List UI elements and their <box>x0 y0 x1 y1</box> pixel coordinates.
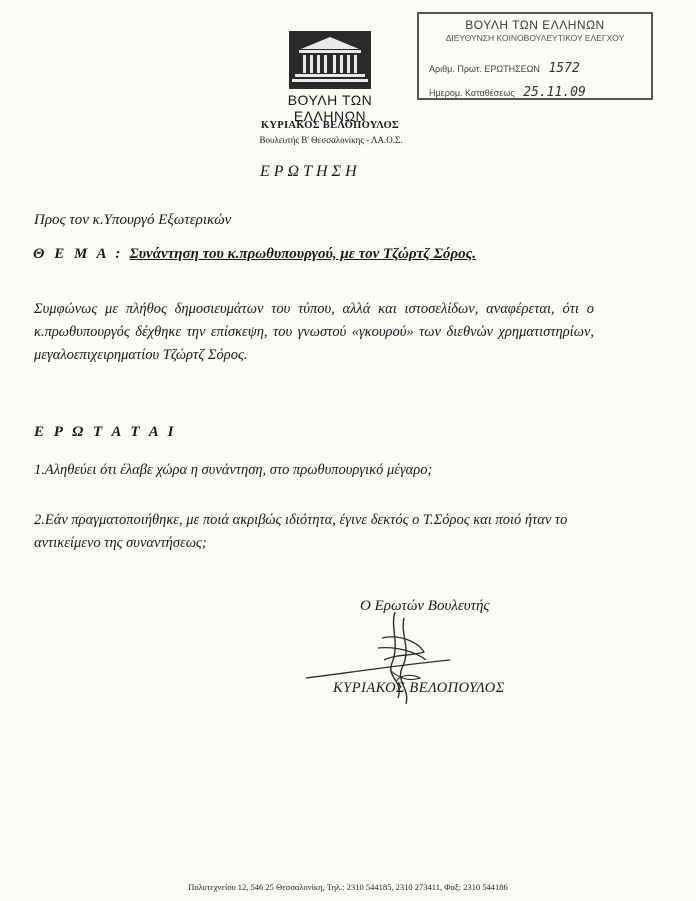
stamp-protocol-value: 1572 <box>548 61 580 76</box>
question-1: 1.Αληθεύει ότι έλαβε χώρα η συνάντηση, στο πρωθυπουργικό μέγαρο; <box>34 462 433 478</box>
stamp-protocol-label: Αριθμ. Πρωτ. ΕΡΩΤΗΣΕΩΝ <box>429 64 540 74</box>
parliament-building-icon <box>289 31 371 89</box>
stamp-date-label: Ημερομ. Καταθέσεως <box>429 88 515 98</box>
document-type: ΕΡΩΤΗΣΗ <box>260 163 361 180</box>
subject-text: Συνάντηση του κ.πρωθυπουργού, με τον Τζώρτζ Σόρος. <box>129 246 477 262</box>
stamp-date-value: 25.11.09 <box>523 85 586 100</box>
stamp-protocol-row <box>429 61 580 76</box>
mp-role: Βουλευτής Β' Θεσσαλονίκης - ΛΑ.Ο.Σ. <box>259 135 403 145</box>
subject-label: Θ Ε Μ Α : <box>33 246 124 262</box>
mp-name: ΚΥΡΙΑΚΟΣ ΒΕΛΟΠΟΥΛΟΣ <box>260 120 400 131</box>
subject-line <box>33 246 476 263</box>
footer-address: Πολυτεχνείου 12, 546 25 Θεσσαλονίκη, Τηλ.: 2310 544185, 2310 273411, Φαξ: 2310 544186 <box>188 882 508 892</box>
closing-line: Ο Ερωτών Βουλευτής <box>360 598 490 614</box>
signer-name: ΚΥΡΙΑΚΟΣ ΒΕΛΟΠΟΥΛΟΣ <box>333 680 505 696</box>
organization-name: ΒΟΥΛΗ ΤΩΝ ΕΛΛΗΝΩΝ <box>287 92 373 124</box>
stamp-date-row <box>429 85 586 100</box>
body-paragraph: Συμφώνως με πλήθος δημοσιευμάτων του τύπου, αλλά και ιστοσελίδων, αναφέρεται, ότι ο κ.πρωθυπουργός δέχθηκε την επίσκεψη, του γνωστού «γκουρού» των διεθνών χρηματιστηρίων, μεγαλοεπιχειρηματίου Τζώρτζ Σόρος. <box>34 301 594 363</box>
questions-heading: Ε Ρ Ω Τ Α Τ Α Ι <box>34 424 177 440</box>
stamp-subtitle: ΔΙΕΥΘΥΝΣΗ ΚΟΙΝΟΒΟΥΛΕΥΤΙΚΟΥ ΕΛΕΓΧΟΥ <box>445 33 625 43</box>
filing-stamp <box>417 12 653 100</box>
stamp-title: ΒΟΥΛΗ ΤΩΝ ΕΛΛΗΝΩΝ <box>465 18 605 32</box>
question-2: 2.Εάν πραγματοποιήθηκε, με ποιά ακριβώς ιδιότητα, έγινε δεκτός ο Τ.Σόρος και ποιό ήταν το αντικείμενο της συναντήσεως; <box>34 512 568 551</box>
recipient-line: Προς τον κ.Υπουργό Εξωτερικών <box>34 212 232 228</box>
